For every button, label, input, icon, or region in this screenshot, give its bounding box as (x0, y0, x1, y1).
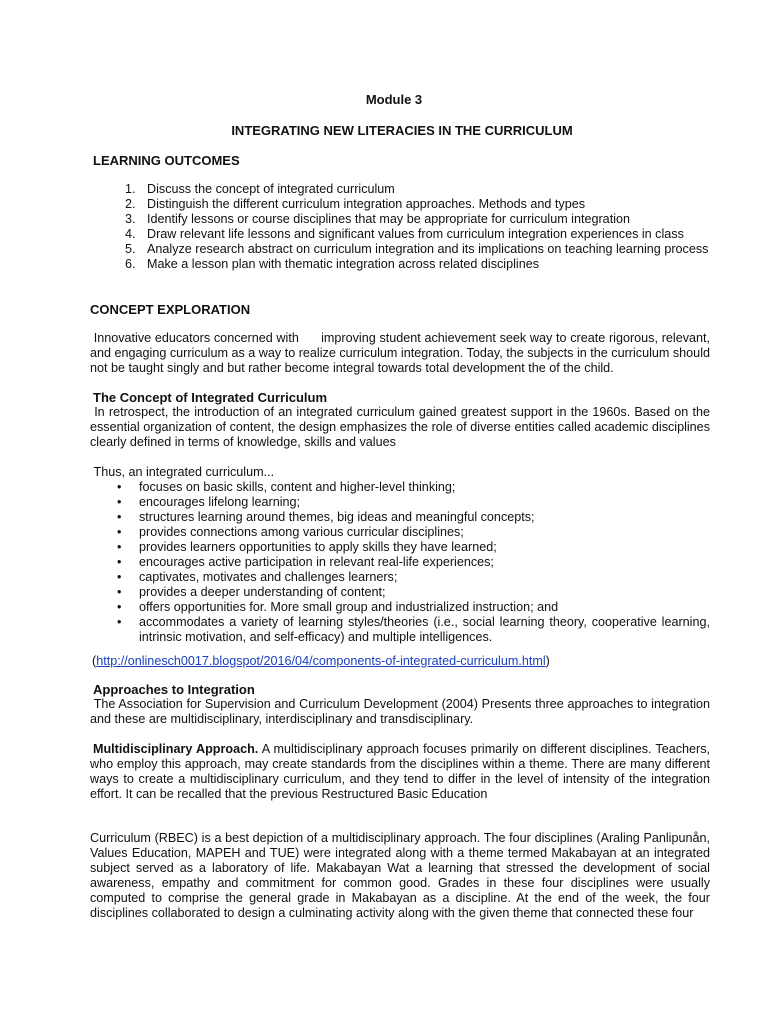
bullet-text: captivates, motivates and challenges learners; (139, 570, 398, 584)
bullet-item (117, 480, 710, 495)
outcome-item: 5. Analyze research abstract on curriculum integration and its implications on teaching learning process (139, 242, 732, 257)
learning-outcomes-heading: LEARNING OUTCOMES (93, 153, 240, 168)
bullet-icon: • (117, 480, 122, 494)
integrated-curriculum-bullets (92, 480, 710, 645)
outcome-item: 3. Identify lessons or course disciplines that may be appropriate for curriculum integration (139, 212, 732, 227)
bullet-icon: • (117, 555, 122, 569)
integrated-curriculum-paragraph: In retrospect, the introduction of an integrated curriculum gained greatest support in the 1960s. Based on the essential organization of content, the design emphasizes the role of diverse entities called academic disciplines clearly defined in terms of knowledge, skills and values (90, 405, 714, 449)
bullet-icon: • (117, 525, 122, 539)
bullet-text: provides a deeper understanding of content; (139, 585, 386, 599)
bullet-icon: • (117, 615, 122, 629)
concept-exploration-paragraph: Innovative educators concerned with improving student achievement seek way to create rigorous, relevant, and engaging curriculum as a way to realize curriculum integration. Today, the subjects in the curriculum should not be taught singly and but rather become integral towards total development the of the child. (90, 331, 714, 375)
bullet-text: accommodates a variety of learning styles/theories (i.e., social learning theory, cooperative learning, intrinsic motivation, and self-efficacy) and multiple intelligences. (139, 615, 710, 644)
bullet-item (117, 585, 710, 600)
bullet-item (117, 525, 710, 540)
bullet-text: focuses on basic skills, content and higher-level thinking; (139, 480, 456, 494)
page-title: INTEGRATING NEW LITERACIES IN THE CURRICULUM (231, 123, 573, 138)
multidisciplinary-continuation: Curriculum (RBEC) is a best depiction of a multidisciplinary approach. The four disciplines (Araling Panlipunån, Values Education, MAPEH and TUE) were integrated along with a theme termed Makabayan at an integrated subject served as a laboratory of life. Makabayan Wat a learning that stressed the development of social awareness, empathy and commitment for common good. Grades in these four disciplines were usually computed to comprise the general grade in Makabayan as a discipline. At the end of the week, the four disciplines collaborated to design a culminating activity along with the given theme that connected these four (90, 831, 710, 920)
source-link[interactable]: http://onlinesch0017.blogspot/2016/04/components-of-integrated-curriculum.html (96, 654, 546, 668)
bullet-text: offers opportunities for. More small group and industrialized instruction; and (139, 600, 559, 614)
approaches-paragraph: The Association for Supervision and Curriculum Development (2004) Presents three approaches to integration and these are multidisciplinary, interdisciplinary and transdisciplinary. (90, 697, 714, 726)
bullet-item (117, 510, 710, 525)
bullet-text: provides connections among various curricular disciplines; (139, 525, 464, 539)
bullet-item (117, 600, 710, 615)
bullet-icon: • (117, 600, 122, 614)
bullet-item (117, 615, 710, 645)
module-label: Module 3 (365, 92, 423, 107)
bullet-item (117, 495, 710, 510)
approaches-heading: Approaches to Integration (93, 682, 255, 697)
bullet-text: structures learning around themes, big ideas and meaningful concepts; (139, 510, 535, 524)
learning-outcomes-list-container (92, 182, 732, 272)
integrated-curriculum-lead: Thus, an integrated curriculum... (90, 465, 275, 479)
bullet-icon: • (117, 585, 122, 599)
bullet-icon: • (117, 510, 122, 524)
integrated-curriculum-heading: The Concept of Integrated Curriculum (93, 390, 328, 405)
integrated-curriculum-bullets-container (92, 480, 710, 645)
multidisciplinary-text: A multidisciplinary approach focuses primarily on different disciplines. Teachers, who employ this approach, may create standards from the disciplines within a theme. There are many different ways to create a multidisciplinary curriculum, and they tend to differ in the level of intensity of the integration effort. It can be recalled that the previous Restructured Basic Education (90, 742, 714, 801)
bullet-icon: • (117, 495, 122, 509)
bullet-text: encourages active participation in relevant real-life experiences; (139, 555, 494, 569)
bullet-item (117, 570, 710, 585)
outcome-item: 4. Draw relevant life lessons and significant values from curriculum integration experiences in class (139, 227, 732, 242)
bullet-icon: • (117, 570, 122, 584)
source-open-paren: ( (92, 654, 97, 668)
outcome-item: 2. Distinguish the different curriculum integration approaches. Methods and types (139, 197, 732, 212)
concept-exploration-heading: CONCEPT EXPLORATION (90, 302, 251, 317)
bullet-item (117, 540, 710, 555)
outcome-item: 1. Discuss the concept of integrated curriculum (139, 182, 732, 197)
bullet-text: encourages lifelong learning; (139, 495, 301, 509)
multidisciplinary-paragraph (90, 742, 714, 802)
bullet-icon: • (117, 540, 122, 554)
bullet-item (117, 555, 710, 570)
outcome-item: 6. Make a lesson plan with thematic integration across related disciplines (139, 257, 732, 272)
source-citation (92, 654, 712, 669)
multidisciplinary-lead: Multidisciplinary Approach. (93, 742, 259, 756)
bullet-text: provides learners opportunities to apply skills they have learned; (139, 540, 497, 554)
source-close-paren: ) (545, 654, 550, 668)
learning-outcomes-list (92, 182, 732, 272)
